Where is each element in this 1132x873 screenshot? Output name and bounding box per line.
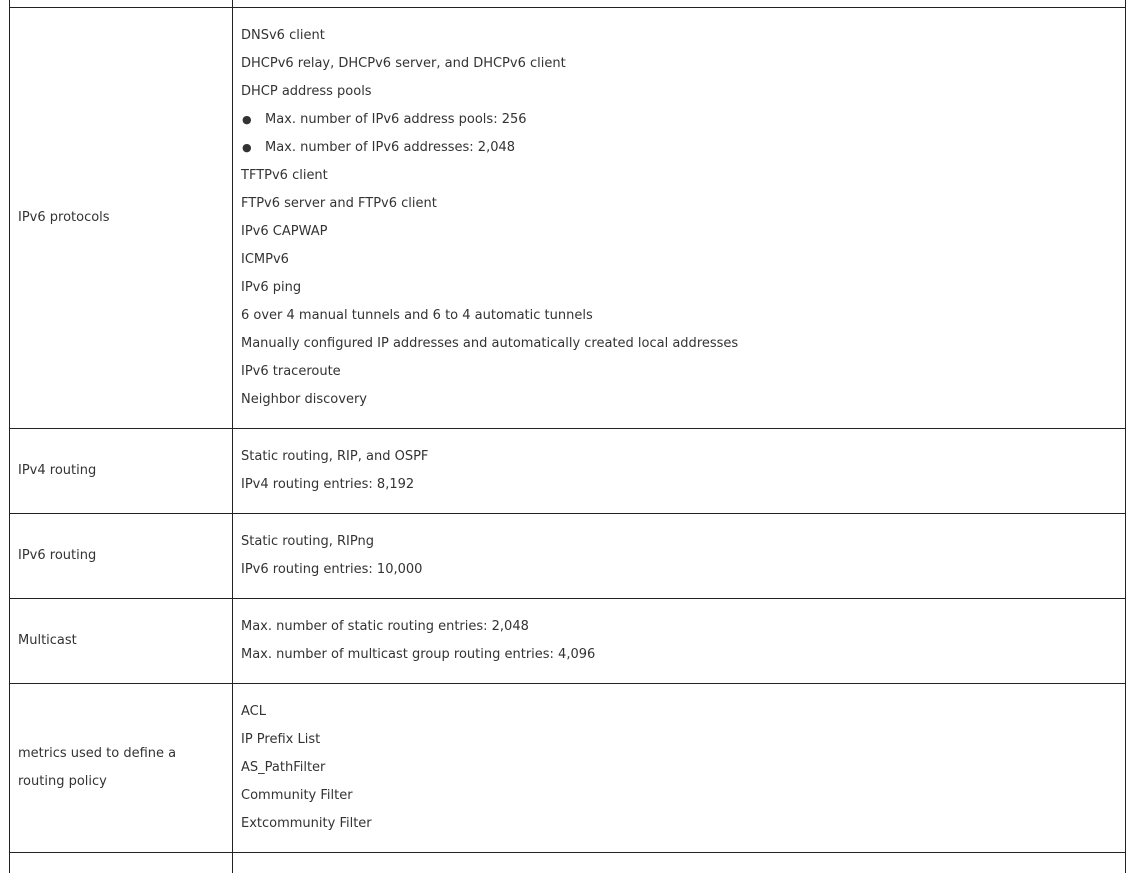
- feature-spec-cell: [233, 8, 1126, 429]
- feature-name-cell: IPv6 protocols: [10, 8, 233, 429]
- spec-text: IPv4 routing entries: 8,192: [241, 477, 414, 492]
- table-row-top-partial: [10, 0, 1126, 8]
- spec-line: [241, 78, 1117, 106]
- spec-line: [241, 698, 1117, 726]
- spec-line: [241, 556, 1117, 584]
- table-row: [10, 599, 1126, 684]
- spec-line: [241, 782, 1117, 810]
- spec-line: [241, 50, 1117, 78]
- feature-name-cell: Multicast: [10, 599, 233, 684]
- spec-text: ACL: [241, 704, 266, 719]
- spec-text: TFTPv6 client: [241, 168, 328, 183]
- table-row: [10, 684, 1126, 853]
- spec-line: [241, 810, 1117, 838]
- spec-text: Neighbor discovery: [241, 392, 367, 407]
- feature-spec-cell: [233, 599, 1126, 684]
- table-cell-empty: [10, 0, 233, 8]
- feature-spec-table: [9, 0, 1126, 873]
- bullet-icon: ●: [242, 134, 252, 162]
- feature-spec-cell: [233, 684, 1126, 853]
- table-row: [10, 8, 1126, 429]
- spec-line: [241, 22, 1117, 50]
- spec-text: IPv6 ping: [241, 280, 301, 295]
- spec-line: [241, 274, 1117, 302]
- spec-text: DHCPv6 relay, DHCPv6 server, and DHCPv6 client: [241, 56, 566, 71]
- spec-text: IPv6 CAPWAP: [241, 224, 327, 239]
- bullet-list-item: [241, 106, 1117, 134]
- spec-text: AS_PathFilter: [241, 760, 325, 775]
- spec-text: ICMPv6: [241, 252, 289, 267]
- spec-line: [241, 302, 1117, 330]
- spec-line: [241, 162, 1117, 190]
- spec-line: [241, 190, 1117, 218]
- spec-line: [241, 726, 1117, 754]
- spec-text: IPv6 traceroute: [241, 364, 341, 379]
- table-row-bottom-partial: [10, 853, 1126, 873]
- spec-text: Static routing, RIP, and OSPF: [241, 449, 428, 464]
- spec-line: [241, 443, 1117, 471]
- spec-text: Community Filter: [241, 788, 353, 803]
- feature-name-cell: IPv6 routing: [10, 514, 233, 599]
- spec-line: [241, 754, 1117, 782]
- spec-line: [241, 471, 1117, 499]
- spec-text: IP Prefix List: [241, 732, 320, 747]
- bullet-list-item: [241, 134, 1117, 162]
- feature-name-cell: IPv4 routing: [10, 429, 233, 514]
- spec-text: 6 over 4 manual tunnels and 6 to 4 automatic tunnels: [241, 308, 593, 323]
- spec-text: FTPv6 server and FTPv6 client: [241, 196, 437, 211]
- table-cell-empty: [233, 853, 1126, 873]
- feature-name-cell: metrics used to define a routing policy: [10, 684, 233, 853]
- spec-text: DNSv6 client: [241, 28, 325, 43]
- spec-line: [241, 528, 1117, 556]
- table-row: [10, 429, 1126, 514]
- spec-line: [241, 358, 1117, 386]
- spec-line: [241, 330, 1117, 358]
- spec-line: [241, 386, 1117, 414]
- spec-line: [241, 613, 1117, 641]
- spec-text: Max. number of IPv6 address pools: 256: [265, 112, 527, 127]
- spec-line: [241, 218, 1117, 246]
- table-cell-empty: [10, 853, 233, 873]
- spec-line: [241, 246, 1117, 274]
- spec-text: Static routing, RIPng: [241, 534, 374, 549]
- spec-text: Max. number of static routing entries: 2,048: [241, 619, 529, 634]
- spec-line: [241, 641, 1117, 669]
- spec-text: Extcommunity Filter: [241, 816, 372, 831]
- spec-text: Manually configured IP addresses and automatically created local addresses: [241, 336, 738, 351]
- spec-text: DHCP address pools: [241, 84, 372, 99]
- table-row: [10, 514, 1126, 599]
- bullet-icon: ●: [242, 106, 252, 134]
- spec-text: Max. number of multicast group routing entries: 4,096: [241, 647, 595, 662]
- table-cell-empty: [233, 0, 1126, 8]
- table-body: [10, 0, 1126, 873]
- feature-spec-cell: [233, 429, 1126, 514]
- spec-text: IPv6 routing entries: 10,000: [241, 562, 422, 577]
- feature-spec-cell: [233, 514, 1126, 599]
- spec-text: Max. number of IPv6 addresses: 2,048: [265, 140, 515, 155]
